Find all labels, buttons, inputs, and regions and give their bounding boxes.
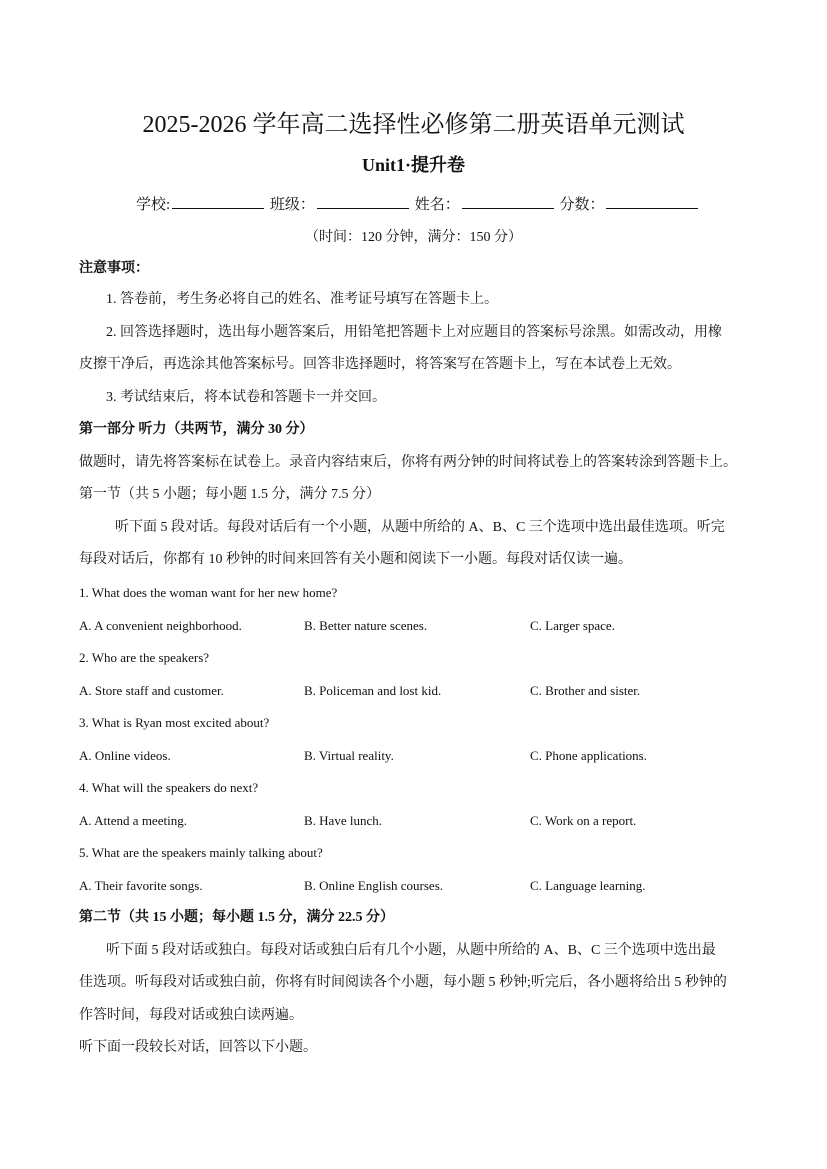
- section2-prompt: 听下面一段较长对话，回答以下小题。: [79, 1040, 317, 1055]
- note-item: 1. 答卷前，考生务必将自己的姓名、准考证号填写在答题卡上。: [106, 292, 498, 307]
- part1-instruction: 做题时，请先将答案标在试卷上。录音内容结束后，你将有两分钟的时间将试卷上的答案转涂到答题卡上。: [79, 455, 737, 470]
- school-blank: [172, 193, 264, 209]
- question-2: 2. Who are the speakers?: [79, 650, 210, 665]
- section2-heading: 第二节（共 15 小题；每小题 1.5 分，满分 22.5 分）: [79, 910, 394, 925]
- section2-directions-cont: 作答时间，每段对话或独白读两遍。: [79, 1008, 303, 1023]
- note-item: 3. 考试结束后，将本试卷和答题卡一并交回。: [106, 390, 386, 405]
- question-5: 5. What are the speakers mainly talking about?: [79, 845, 323, 860]
- option-a: A. Store staff and customer.: [79, 683, 224, 698]
- option-c: C. Phone applications.: [530, 748, 647, 763]
- option-a: A. A convenient neighborhood.: [79, 618, 242, 633]
- section1-heading: 第一节（共 5 小题；每小题 1.5 分，满分 7.5 分）: [79, 487, 380, 502]
- name-blank: [462, 193, 554, 209]
- section1-directions: 听下面 5 段对话。每段对话后有一个小题，从题中所给的 A、B、C 三个选项中选出最佳选项。听完: [115, 520, 725, 535]
- name-label: 姓名：: [414, 197, 460, 213]
- option-b: B. Online English courses.: [304, 878, 444, 893]
- option-a: A. Attend a meeting.: [79, 813, 187, 828]
- question-3: 3. What is Ryan most excited about?: [79, 715, 270, 730]
- notes-heading: 注意事项：: [79, 261, 149, 276]
- part1-heading: 第一部分 听力（共两节，满分 30 分）: [79, 422, 314, 437]
- option-b: B. Have lunch.: [304, 813, 382, 828]
- option-c: C. Language learning.: [530, 878, 646, 893]
- question-4: 4. What will the speakers do next?: [79, 780, 259, 795]
- option-b: B. Policeman and lost kid.: [304, 683, 442, 698]
- student-info-fields: [136, 193, 700, 215]
- school-label: 学校:: [136, 197, 171, 213]
- exam-time: （时间：120 分钟，满分：150 分）: [305, 230, 522, 245]
- score-blank: [606, 193, 698, 209]
- option-b: B. Virtual reality.: [304, 748, 394, 763]
- option-c: C. Larger space.: [530, 618, 615, 633]
- note-item: 2. 回答选择题时，选出每小题答案后，用铅笔把答题卡上对应题目的答案标号涂黑。如需改动，用橡: [106, 325, 722, 340]
- section2-directions-cont: 佳选项。听每段对话或独白前，你将有时间阅读各个小题，每小题 5 秒钟;听完后，各小题将给出 5 秒钟的: [79, 975, 727, 990]
- page-subtitle: Unit1·提升卷: [361, 155, 465, 175]
- note-item-cont: 皮擦干净后，再选涂其他答案标号。回答非选择题时，将答案写在答题卡上，写在本试卷上无效。: [79, 357, 681, 372]
- section2-directions: 听下面 5 段对话或独白。每段对话或独白后有几个小题，从题中所给的 A、B、C 三个选项中选出最: [106, 943, 716, 958]
- page-title: 2025-2026 学年高二选择性必修第二册英语单元测试: [142, 112, 685, 138]
- option-c: C. Brother and sister.: [530, 683, 641, 698]
- option-a: A. Online videos.: [79, 748, 171, 763]
- question-1: 1. What does the woman want for her new home?: [79, 585, 338, 600]
- option-b: B. Better nature scenes.: [304, 618, 428, 633]
- class-blank: [317, 193, 409, 209]
- score-label: 分数：: [559, 197, 605, 213]
- option-a: A. Their favorite songs.: [79, 878, 203, 893]
- section1-directions-cont: 每段对话后，你都有 10 秒钟的时间来回答有关小题和阅读下一小题。每段对话仅读一遍。: [79, 552, 632, 567]
- option-c: C. Work on a report.: [530, 813, 637, 828]
- class-label: 班级：: [269, 197, 315, 213]
